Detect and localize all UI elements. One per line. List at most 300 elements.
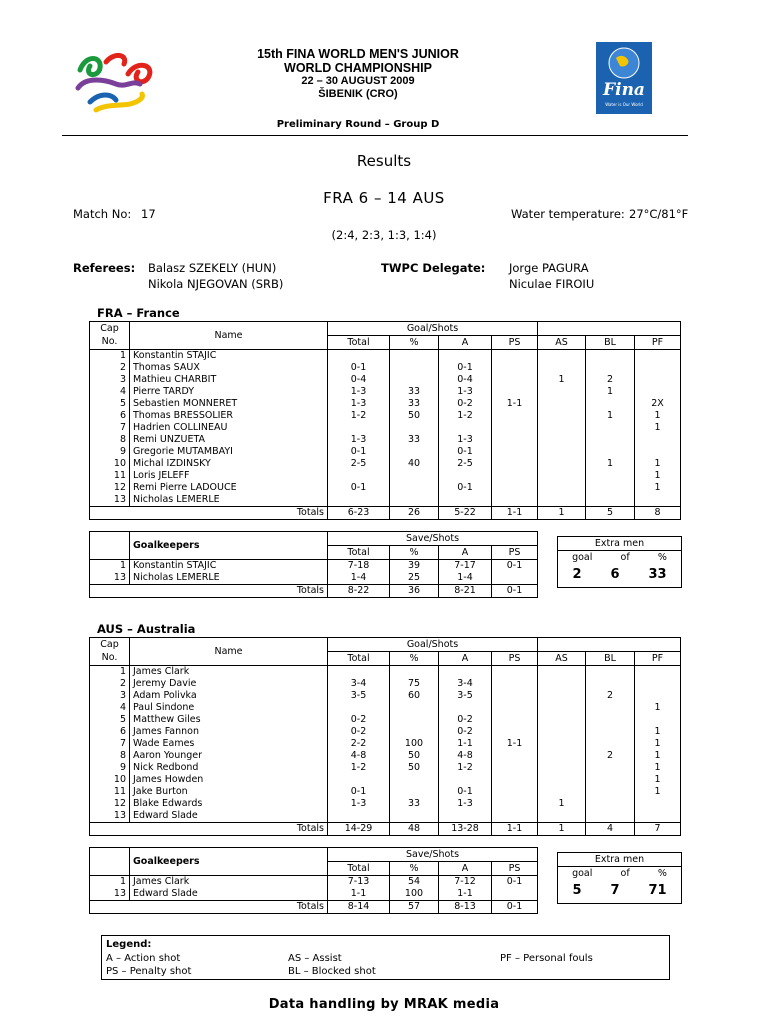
legend-item: PS – Penalty shot <box>106 966 192 977</box>
column-header-as: AS <box>538 336 586 350</box>
player-action: 1-3 <box>439 386 492 398</box>
player-penalty <box>492 666 538 679</box>
player-penalty <box>492 386 538 398</box>
header-line-1: 15th FINA WORLD MEN'S JUNIOR <box>257 47 459 61</box>
column-header-ps: PS <box>492 546 538 560</box>
player-pct: 60 <box>390 690 439 702</box>
player-pct <box>390 726 439 738</box>
player-blocks <box>586 714 635 726</box>
totals-row <box>90 507 681 520</box>
player-pct <box>390 482 439 494</box>
player-penalty <box>492 798 538 810</box>
column-header-no: No. <box>90 652 130 666</box>
player-action <box>439 494 492 507</box>
player-total: 2-2 <box>328 738 390 750</box>
extra-men-goal: 2 <box>572 567 582 582</box>
extra-men-pct-label: % <box>657 552 667 563</box>
extra-men-box <box>557 536 682 588</box>
player-pct <box>390 666 439 679</box>
player-stats-table <box>89 321 681 520</box>
player-name: Michal IZDINSKY <box>130 458 328 470</box>
player-assists <box>538 434 586 446</box>
player-action: 0-1 <box>439 482 492 494</box>
player-penalty <box>492 458 538 470</box>
player-cap: 11 <box>90 470 130 482</box>
goalkeeper-cap: 1 <box>90 560 130 573</box>
player-total <box>328 702 390 714</box>
player-cap: 1 <box>90 666 130 679</box>
player-fouls: 1 <box>635 482 681 494</box>
player-row <box>90 750 681 762</box>
player-assists <box>538 702 586 714</box>
player-row <box>90 410 681 422</box>
player-pct <box>390 374 439 386</box>
player-fouls <box>635 494 681 507</box>
player-assists <box>538 398 586 410</box>
goalkeeper-action: 1-4 <box>439 572 492 585</box>
player-name: Sebastien MONNERET <box>130 398 328 410</box>
player-total: 1-2 <box>328 762 390 774</box>
player-action <box>439 422 492 434</box>
goalkeeper-total: 7-13 <box>328 876 390 889</box>
totals-label: Totals <box>90 585 328 598</box>
player-cap: 2 <box>90 678 130 690</box>
column-header-no: No. <box>90 336 130 350</box>
delegate-label: TWPC Delegate: <box>381 261 486 275</box>
player-total: 1-3 <box>328 386 390 398</box>
player-assists <box>538 750 586 762</box>
player-cap: 13 <box>90 494 130 507</box>
goalkeeper-pct: 39 <box>390 560 439 573</box>
column-header-ps: PS <box>492 336 538 350</box>
player-row <box>90 386 681 398</box>
totals-penalty: 1-1 <box>492 507 538 520</box>
goalkeeper-name: James Clark <box>130 876 328 889</box>
player-pct: 33 <box>390 798 439 810</box>
player-name: Thomas BRESSOLIER <box>130 410 328 422</box>
globe-icon <box>606 46 642 80</box>
player-fouls: 1 <box>635 738 681 750</box>
round-label: Preliminary Round – Group D <box>276 119 440 130</box>
totals-blocks: 4 <box>586 823 635 836</box>
player-cap: 2 <box>90 362 130 374</box>
totals-assists: 1 <box>538 823 586 836</box>
player-action <box>439 810 492 823</box>
player-cap: 12 <box>90 798 130 810</box>
goalkeeper-totals-pct: 57 <box>390 901 439 914</box>
player-action: 0-2 <box>439 398 492 410</box>
goalkeeper-pct: 25 <box>390 572 439 585</box>
player-blocks <box>586 398 635 410</box>
player-cap: 8 <box>90 434 130 446</box>
player-assists <box>538 410 586 422</box>
player-row <box>90 726 681 738</box>
player-blocks <box>586 494 635 507</box>
goalkeeper-totals-row <box>90 585 538 598</box>
fina-logo-tagline: Water is Our World <box>605 102 643 107</box>
player-total: 0-2 <box>328 726 390 738</box>
column-header-blank <box>538 322 681 336</box>
player-fouls: 1 <box>635 726 681 738</box>
player-name: Hadrien COLLINEAU <box>130 422 328 434</box>
legend-item: PF – Personal fouls <box>500 953 593 964</box>
column-header-a: A <box>439 862 492 876</box>
player-cap: 10 <box>90 458 130 470</box>
player-penalty <box>492 726 538 738</box>
column-header-pf: PF <box>635 336 681 350</box>
totals-label: Totals <box>90 823 328 836</box>
goalkeeper-name: Konstantin STAJIC <box>130 560 328 573</box>
column-header-save-shots: Save/Shots <box>328 848 538 862</box>
column-header-cap: Cap <box>90 638 130 652</box>
totals-assists: 1 <box>538 507 586 520</box>
player-cap: 6 <box>90 726 130 738</box>
player-pct <box>390 362 439 374</box>
player-action: 1-2 <box>439 410 492 422</box>
player-name: Wade Eames <box>130 738 328 750</box>
goalkeeper-penalty: 0-1 <box>492 876 538 889</box>
player-cap: 10 <box>90 774 130 786</box>
player-penalty <box>492 810 538 823</box>
goalkeepers-label: Goalkeepers <box>130 532 328 560</box>
player-penalty: 1-1 <box>492 398 538 410</box>
totals-total: 6-23 <box>328 507 390 520</box>
player-cap: 7 <box>90 738 130 750</box>
player-total <box>328 666 390 679</box>
player-action: 3-5 <box>439 690 492 702</box>
player-cap: 13 <box>90 810 130 823</box>
player-action: 1-1 <box>439 738 492 750</box>
column-header-pct: % <box>390 652 439 666</box>
player-total: 1-2 <box>328 410 390 422</box>
fina-logo-text: Fina <box>603 80 645 100</box>
player-name: Jake Burton <box>130 786 328 798</box>
player-blocks <box>586 774 635 786</box>
player-fouls: 1 <box>635 774 681 786</box>
player-assists <box>538 494 586 507</box>
player-action: 0-2 <box>439 714 492 726</box>
column-header-total: Total <box>328 336 390 350</box>
column-header-as: AS <box>538 652 586 666</box>
player-name: Nick Redbond <box>130 762 328 774</box>
column-header-pct: % <box>390 862 439 876</box>
player-pct <box>390 470 439 482</box>
player-blocks: 1 <box>586 458 635 470</box>
player-blocks <box>586 666 635 679</box>
player-penalty <box>492 494 538 507</box>
player-action: 1-3 <box>439 798 492 810</box>
goalkeeper-cap-blank <box>90 532 130 560</box>
player-action: 4-8 <box>439 750 492 762</box>
player-blocks: 2 <box>586 690 635 702</box>
player-total: 0-4 <box>328 374 390 386</box>
player-name: Remi UNZUETA <box>130 434 328 446</box>
player-name: Jeremy Davie <box>130 678 328 690</box>
extra-men-title: Extra men <box>558 853 681 867</box>
player-row <box>90 398 681 410</box>
player-penalty <box>492 362 538 374</box>
totals-penalty: 1-1 <box>492 823 538 836</box>
player-penalty <box>492 470 538 482</box>
player-cap: 8 <box>90 750 130 762</box>
totals-pct: 26 <box>390 507 439 520</box>
header-venue: ŠIBENIK (CRO) <box>318 88 398 100</box>
player-row <box>90 738 681 750</box>
player-action <box>439 350 492 363</box>
goalkeeper-penalty: 0-1 <box>492 560 538 573</box>
player-blocks: 2 <box>586 374 635 386</box>
player-blocks <box>586 470 635 482</box>
player-cap: 11 <box>90 786 130 798</box>
column-header-ps: PS <box>492 652 538 666</box>
goalkeeper-name: Edward Slade <box>130 888 328 901</box>
player-name: Adam Polivka <box>130 690 328 702</box>
column-header-cap: Cap <box>90 322 130 336</box>
column-header-pf: PF <box>635 652 681 666</box>
player-row <box>90 350 681 363</box>
column-header-ps: PS <box>492 862 538 876</box>
player-name: Gregorie MUTAMBAYI <box>130 446 328 458</box>
totals-action: 13-28 <box>439 823 492 836</box>
goalkeepers-label: Goalkeepers <box>130 848 328 876</box>
player-name: Remi Pierre LADOUCE <box>130 482 328 494</box>
player-blocks <box>586 350 635 363</box>
goalkeeper-totals-action: 8-21 <box>439 585 492 598</box>
player-pct <box>390 350 439 363</box>
player-total <box>328 774 390 786</box>
player-blocks <box>586 810 635 823</box>
player-assists <box>538 690 586 702</box>
column-header-a: A <box>439 546 492 560</box>
player-pct <box>390 494 439 507</box>
goalkeeper-totals-total: 8-14 <box>328 901 390 914</box>
player-total: 3-4 <box>328 678 390 690</box>
player-total: 4-8 <box>328 750 390 762</box>
player-total <box>328 422 390 434</box>
player-blocks: 1 <box>586 386 635 398</box>
player-fouls <box>635 350 681 363</box>
totals-blocks: 5 <box>586 507 635 520</box>
referee-2: Nikola NJEGOVAN (SRB) <box>148 277 284 291</box>
player-pct <box>390 422 439 434</box>
goalkeeper-table <box>89 531 538 598</box>
extra-men-goal-label: goal <box>572 868 593 879</box>
player-blocks <box>586 678 635 690</box>
player-total: 1-3 <box>328 434 390 446</box>
player-row <box>90 362 681 374</box>
player-assists <box>538 386 586 398</box>
player-pct <box>390 702 439 714</box>
player-penalty <box>492 422 538 434</box>
player-name: Paul Sindone <box>130 702 328 714</box>
quarter-scores: (2:4, 2:3, 1:3, 1:4) <box>331 228 437 242</box>
goalkeeper-row <box>90 560 538 573</box>
column-header-name: Name <box>130 638 328 666</box>
player-row <box>90 702 681 714</box>
totals-pct: 48 <box>390 823 439 836</box>
extra-men-pct: 71 <box>648 883 667 898</box>
player-assists <box>538 446 586 458</box>
player-cap: 4 <box>90 386 130 398</box>
goalkeeper-totals-pct: 36 <box>390 585 439 598</box>
column-header-total: Total <box>328 862 390 876</box>
player-cap: 9 <box>90 762 130 774</box>
column-header-total: Total <box>328 546 390 560</box>
player-fouls <box>635 362 681 374</box>
goalkeeper-table <box>89 847 538 914</box>
column-header-pct: % <box>390 546 439 560</box>
player-assists <box>538 362 586 374</box>
column-header-goal-shots: Goal/Shots <box>328 638 538 652</box>
player-row <box>90 494 681 507</box>
goalkeeper-totals-total: 8-22 <box>328 585 390 598</box>
totals-action: 5-22 <box>439 507 492 520</box>
legend-box <box>101 935 670 980</box>
player-cap: 3 <box>90 374 130 386</box>
player-cap: 4 <box>90 702 130 714</box>
column-header-a: A <box>439 336 492 350</box>
player-penalty <box>492 350 538 363</box>
player-pct: 50 <box>390 410 439 422</box>
player-penalty <box>492 786 538 798</box>
player-fouls: 1 <box>635 470 681 482</box>
goalkeeper-totals-row <box>90 901 538 914</box>
player-action <box>439 470 492 482</box>
player-fouls: 1 <box>635 422 681 434</box>
player-name: James Howden <box>130 774 328 786</box>
player-total: 1-3 <box>328 798 390 810</box>
player-assists <box>538 422 586 434</box>
player-row <box>90 714 681 726</box>
goalkeeper-totals-penalty: 0-1 <box>492 901 538 914</box>
player-penalty <box>492 774 538 786</box>
player-action: 0-4 <box>439 374 492 386</box>
player-assists <box>538 470 586 482</box>
player-name: Aaron Younger <box>130 750 328 762</box>
player-name: Pierre TARDY <box>130 386 328 398</box>
player-fouls <box>635 434 681 446</box>
match-score: FRA 6 – 14 AUS <box>323 189 445 207</box>
player-assists <box>538 350 586 363</box>
player-name: Blake Edwards <box>130 798 328 810</box>
player-blocks <box>586 762 635 774</box>
player-fouls <box>635 678 681 690</box>
player-blocks <box>586 362 635 374</box>
player-fouls: 2X <box>635 398 681 410</box>
legend-title: Legend: <box>106 939 152 950</box>
player-row <box>90 762 681 774</box>
goalkeeper-cap: 13 <box>90 888 130 901</box>
match-number-label: Match No: <box>73 207 132 221</box>
player-fouls <box>635 690 681 702</box>
player-penalty: 1-1 <box>492 738 538 750</box>
legend-item: A – Action shot <box>106 953 181 964</box>
table-header-row <box>90 322 681 336</box>
player-fouls: 1 <box>635 750 681 762</box>
player-penalty <box>492 374 538 386</box>
extra-men-of-label: of <box>620 552 630 563</box>
player-penalty <box>492 410 538 422</box>
player-penalty <box>492 762 538 774</box>
player-blocks <box>586 446 635 458</box>
player-name: Matthew Giles <box>130 714 328 726</box>
player-assists <box>538 762 586 774</box>
goalkeeper-cap-blank <box>90 848 130 876</box>
player-fouls <box>635 714 681 726</box>
player-fouls: 1 <box>635 702 681 714</box>
player-total <box>328 350 390 363</box>
player-blocks: 2 <box>586 750 635 762</box>
goalkeeper-action: 7-17 <box>439 560 492 573</box>
player-blocks <box>586 786 635 798</box>
player-pct: 100 <box>390 738 439 750</box>
player-assists <box>538 774 586 786</box>
player-cap: 3 <box>90 690 130 702</box>
goalkeeper-totals-action: 8-13 <box>439 901 492 914</box>
player-name: Edward Slade <box>130 810 328 823</box>
player-cap: 7 <box>90 422 130 434</box>
player-assists <box>538 714 586 726</box>
header-divider <box>62 135 688 136</box>
player-penalty <box>492 702 538 714</box>
player-row <box>90 678 681 690</box>
player-blocks <box>586 738 635 750</box>
player-total: 0-1 <box>328 362 390 374</box>
championship-header <box>230 47 486 101</box>
player-fouls <box>635 666 681 679</box>
player-blocks <box>586 702 635 714</box>
player-action: 2-5 <box>439 458 492 470</box>
legend-item: BL – Blocked shot <box>288 966 376 977</box>
player-penalty <box>492 678 538 690</box>
goalkeeper-row <box>90 876 538 889</box>
delegate-1: Jorge PAGURA <box>509 261 589 275</box>
extra-men-goal: 5 <box>572 883 582 898</box>
goalkeeper-penalty <box>492 888 538 901</box>
goalkeeper-header-row <box>90 848 538 862</box>
championship-logo <box>72 50 158 114</box>
player-pct <box>390 714 439 726</box>
player-pct: 40 <box>390 458 439 470</box>
player-penalty <box>492 482 538 494</box>
player-row <box>90 458 681 470</box>
player-row <box>90 810 681 823</box>
player-blocks: 1 <box>586 410 635 422</box>
player-assists <box>538 786 586 798</box>
player-total: 1-3 <box>328 398 390 410</box>
extra-men-of: 6 <box>610 567 620 582</box>
player-fouls <box>635 374 681 386</box>
player-action: 0-2 <box>439 726 492 738</box>
player-cap: 5 <box>90 714 130 726</box>
player-assists <box>538 810 586 823</box>
goalkeeper-row <box>90 572 538 585</box>
player-assists: 1 <box>538 798 586 810</box>
column-header-bl: BL <box>586 652 635 666</box>
player-assists <box>538 666 586 679</box>
player-row <box>90 374 681 386</box>
player-name: Thomas SAUX <box>130 362 328 374</box>
player-pct: 75 <box>390 678 439 690</box>
player-name: Konstantin STAJIC <box>130 350 328 363</box>
player-name: Nicholas LEMERLE <box>130 494 328 507</box>
player-cap: 1 <box>90 350 130 363</box>
extra-men-pct: 33 <box>648 567 667 582</box>
player-fouls <box>635 446 681 458</box>
player-action: 0-1 <box>439 446 492 458</box>
goalkeeper-totals-penalty: 0-1 <box>492 585 538 598</box>
player-name: James Clark <box>130 666 328 679</box>
